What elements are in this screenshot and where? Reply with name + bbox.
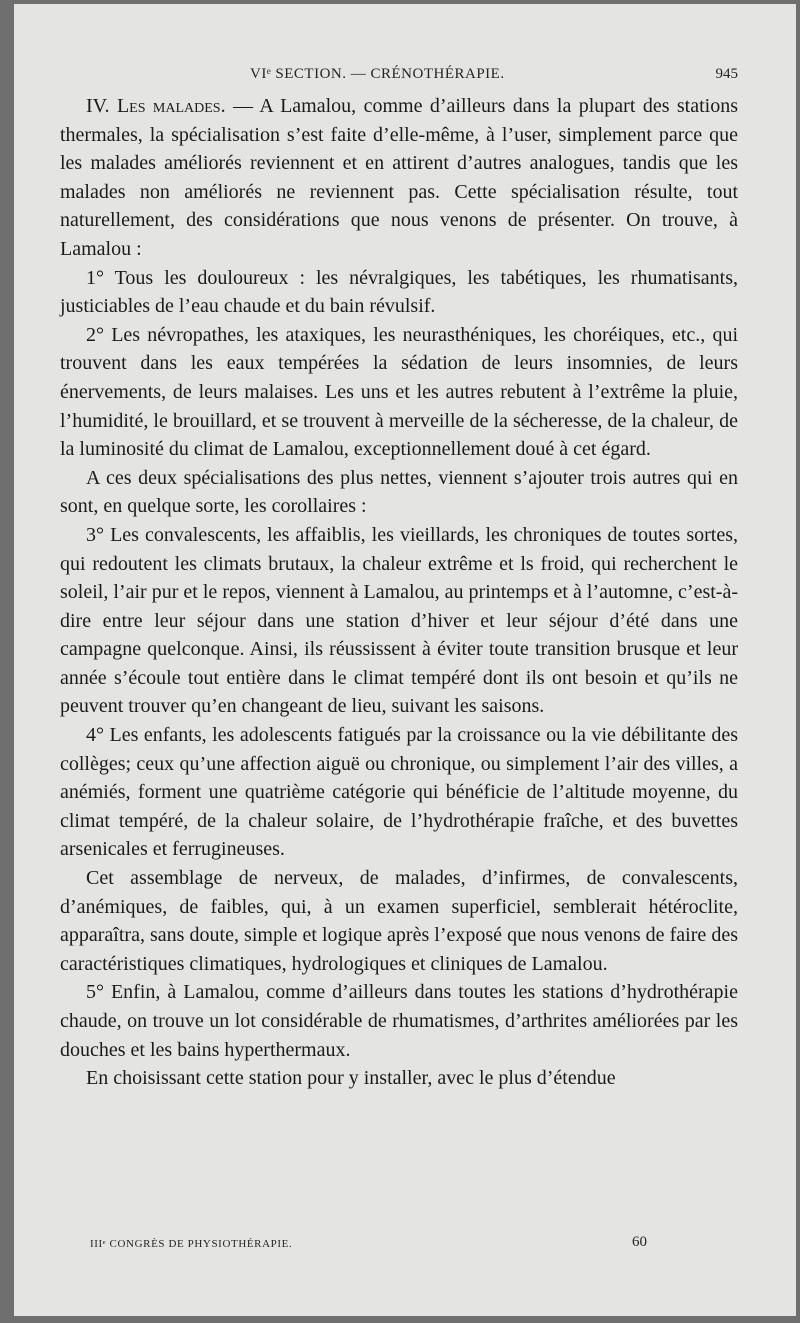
- paragraph-4: 3° Les convalescents, les affaiblis, les vieillards, les chroniques de toutes sortes, qui redoutent les climats brutaux, la chaleur extrême et ls froid, qui recherchent le soleil, l’air pur et le repos, viennent à Lamalou, au printemps et à l’automne, c’est-à-dire entre leur séjour dans une station d’hiver et leur séjour d’été dans une campagne quelconque. Ainsi, ils réussissent à éviter toute transition brusque et leur année s’écoule tout entière dans le climat tempéré dont ils ont besoin et qu’ils ne peuvent trouver qu’en changeant de lieu, suivant les saisons.: [60, 523, 738, 718]
- paragraph-7: 5° Enfin, à Lamalou, comme d’ailleurs dans toutes les stations d’hydrothérapie chaude, on trouve un lot considérable de rhumatismes, d’arthrites améliorées par les douches et les bains hyperthermaux.: [60, 981, 738, 1061]
- running-head: [60, 66, 738, 88]
- running-head-title: VIᵉ SECTION. — CRÉNOTHÉRAPIE.: [250, 66, 505, 82]
- paragraph-1: 1° Tous les douloureux : les névralgiques, les tabétiques, les rhumatisants, justiciables de l’eau chaude et du bain révulsif.: [60, 266, 738, 318]
- paragraph-2: 2° Les névropathes, les ataxiques, les neurasthéniques, les choréiques, etc., qui trouvent dans les eaux tempérées la sédation de leurs insomnies, de leurs énervements, de leurs malaises. Les uns et les autres rebutent à l’extrême la pluie, l’humidité, le brouillard, et se trouvent à merveille de la sécheresse, de la chaleur, de la luminosité du climat de Lamalou, exceptionnellement doué à cet égard.: [60, 323, 738, 461]
- section-heading: IV. Les malades.: [86, 95, 226, 117]
- book-page: [14, 4, 796, 1316]
- page-footer: [60, 1234, 738, 1254]
- paragraph-8: En choisissant cette station pour y installer, avec le plus d’étendue: [86, 1067, 616, 1090]
- paragraph-3: A ces deux spécialisations des plus nettes, viennent s’ajouter trois autres qui en sont, en quelque sorte, les corollaires :: [60, 466, 738, 518]
- section-intro-paragraph: [60, 92, 738, 264]
- paragraph-6: Cet assemblage de nerveux, de malades, d’infirmes, de convalescents, d’anémiques, de faibles, qui, à un examen superficiel, semblerait hétéroclite, apparaîtra, sans doute, simple et logique après l’exposé que nous venons de faire des caractéristiques climatiques, hydrologiques et cliniques de Lamalou.: [60, 867, 738, 975]
- signature-mark: 60: [632, 1234, 647, 1250]
- body-text: [60, 92, 738, 1093]
- paragraph-5: 4° Les enfants, les adolescents fatigués par la croissance ou la vie débilitante des collèges; ceux qu’une affection aiguë ou chronique, ou simplement l’air des villes, a anémiés, forment une quatrième catégorie qui bénéficie de l’altitude moyenne, du climat tempéré, de la chaleur solaire, de l’hydrothérapie fraîche, et des buvettes arsenicales et ferrugineuses.: [60, 724, 738, 861]
- footer-title: IIIᵉ CONGRÈS DE PHYSIOTHÉRAPIE.: [90, 1238, 293, 1250]
- page-number: 945: [715, 66, 738, 82]
- section-intro-text: — A Lamalou, comme d’ailleurs dans la plupart des stations thermales, la spécialisation s’est faite d’elle-même, à l’user, simplement parce que les malades améliorés reviennent et en attirent d’autres analogues, tandis que les malades non améliorés ne reviennent pas. Cette spécialisation résulte, tout naturellement, des considérations que nous venons de présenter. On trouve, à Lamalou :: [60, 95, 739, 260]
